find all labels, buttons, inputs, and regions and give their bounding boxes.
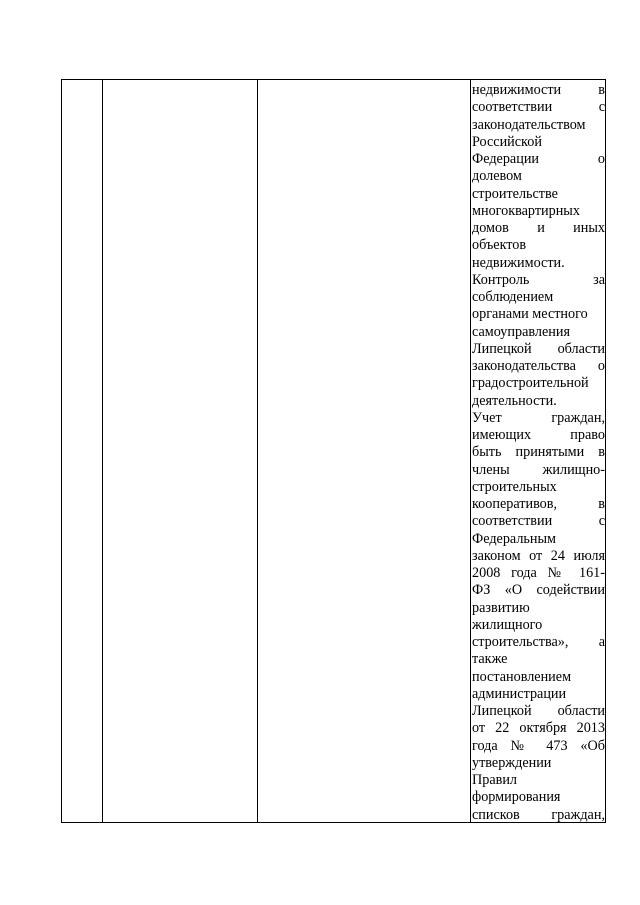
- text-line: постановлением: [472, 668, 572, 685]
- text-line: жилищного: [472, 616, 543, 633]
- text-line: члены жилищно-: [472, 461, 605, 478]
- text-line: Федерации о: [472, 151, 605, 167]
- text-line: недвижимости.: [472, 254, 565, 271]
- text-line: Липецкой области: [472, 340, 605, 357]
- text-line: от 22 октября 2013: [472, 720, 605, 737]
- text-line: формирования: [472, 789, 561, 806]
- text-line: соответствии с: [472, 99, 605, 116]
- text-line: органами местного: [472, 306, 588, 323]
- text-line: Правил: [472, 772, 518, 788]
- text-line: недвижимости в: [472, 82, 605, 98]
- text-line: Российской: [472, 133, 542, 150]
- column-divider-2: [257, 80, 258, 822]
- text-line: Контроль за: [472, 271, 605, 288]
- text-line: Липецкой области: [472, 703, 605, 719]
- text-line: администрации: [472, 685, 567, 702]
- text-line: строительства», а: [472, 634, 605, 650]
- text-line: утверждении: [472, 754, 552, 771]
- text-line: списков граждан,: [472, 806, 605, 823]
- text-line: соответствии с: [472, 513, 605, 530]
- text-line: 2008 года № 161-: [472, 565, 605, 581]
- text-line: Учет граждан,: [472, 409, 605, 426]
- text-line: ФЗ «О содействии: [472, 582, 605, 599]
- text-line: домов и иных: [472, 220, 605, 236]
- text-line: Федеральным: [472, 530, 557, 547]
- text-line: многоквартирных: [472, 202, 580, 219]
- text-line: самоуправления: [472, 323, 570, 340]
- text-line: соблюдением: [472, 289, 554, 305]
- text-line: законом от 24 июля: [472, 547, 605, 564]
- text-line: долевом: [472, 168, 522, 185]
- text-line: строительстве: [472, 185, 558, 202]
- text-line: быть принятыми в: [472, 444, 605, 461]
- text-line: законодательством: [472, 116, 586, 133]
- text-line: года № 473 «Об: [472, 737, 605, 754]
- text-line: градостроительной: [472, 375, 589, 392]
- text-line: кооперативов, в: [472, 496, 605, 512]
- text-line: законодательства о: [472, 358, 605, 374]
- text-line: имеющих право: [472, 427, 605, 443]
- document-table: [61, 79, 606, 823]
- text-line: объектов: [472, 237, 527, 254]
- column-divider-1: [102, 80, 103, 822]
- table-cell-text: [472, 80, 605, 824]
- text-line: деятельности.: [472, 392, 557, 409]
- text-line: развитию: [472, 599, 530, 616]
- column-divider-3: [470, 80, 471, 822]
- text-line: также: [472, 651, 508, 668]
- text-line: строительных: [472, 478, 557, 495]
